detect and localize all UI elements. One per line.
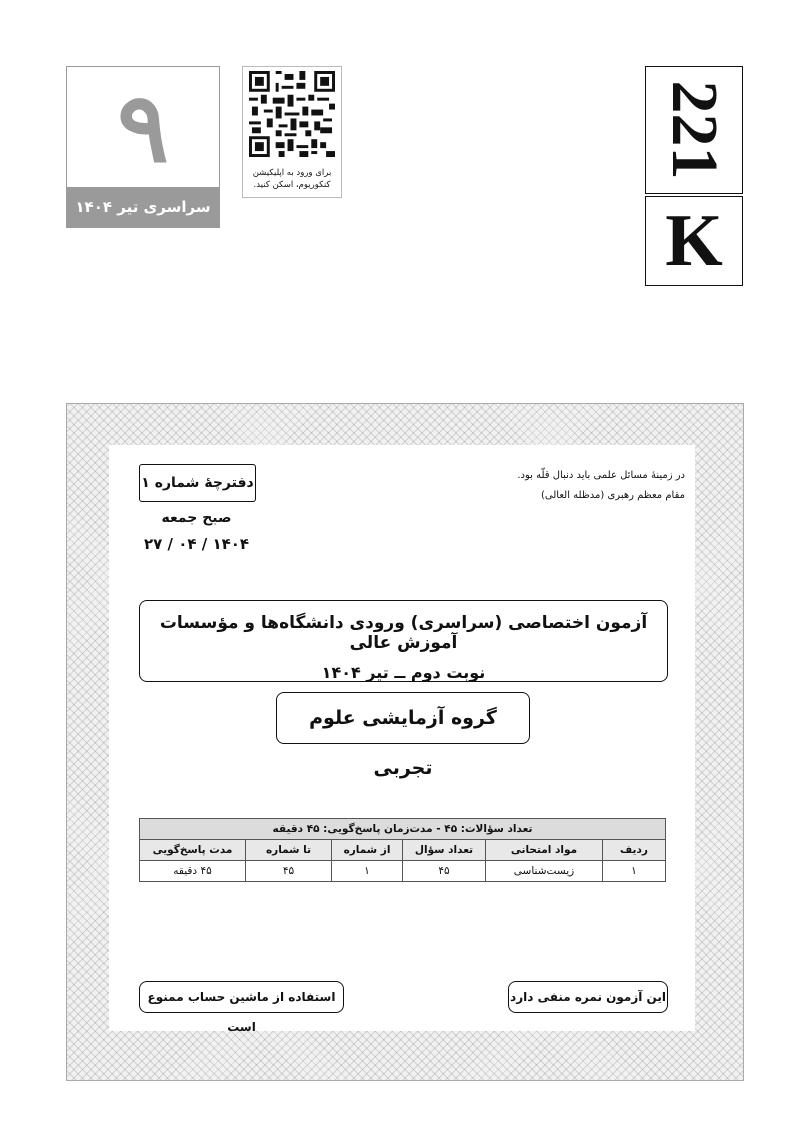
- table-cell: ۱: [603, 861, 666, 882]
- quote-attribution: مقام معظم رهبری (مدظله العالی): [541, 490, 685, 501]
- table-header: مواد امتحانی: [486, 840, 603, 861]
- table-cell: ۴۵ دقیقه: [140, 861, 246, 882]
- table-header: مدت پاسخ‌گویی: [140, 840, 246, 861]
- exam-title: آزمون اختصاصی (سراسری) ورودی دانشگاه‌ها و مؤسسات آموزش عالی: [159, 613, 648, 653]
- qr-caption-line: برای ورود به اپلیکیشن: [252, 168, 332, 178]
- exam-title-box: [139, 600, 668, 682]
- booklet-number: ۹: [117, 71, 169, 184]
- table-cell: زیست‌شناسی: [486, 861, 603, 882]
- exam-label: سراسری تیر ۱۴۰۴: [67, 187, 219, 227]
- table-header: تا شماره: [246, 840, 332, 861]
- exam-code-box: [645, 66, 743, 194]
- table-cell: ۴۵: [403, 861, 486, 882]
- table-header: ردیف: [603, 840, 666, 861]
- leader-quote: [517, 466, 685, 506]
- booklet-number-box: [66, 66, 220, 228]
- table-cell: ۴۵: [246, 861, 332, 882]
- qr-caption-line: کنکوریوم، اسکن کنید.: [253, 180, 331, 190]
- negative-marking-note: این آزمون نمره منفی دارد: [508, 981, 668, 1013]
- qr-caption: [245, 167, 339, 191]
- table-row: [140, 861, 666, 882]
- qr-code-icon: [249, 71, 335, 157]
- exam-round: نوبت دوم ــ تیر ۱۴۰۴: [321, 663, 486, 682]
- calculator-note: استفاده از ماشین حساب ممنوع است: [139, 981, 344, 1013]
- table-caption: تعداد سؤالات: ۴۵ - مدت‌زمان پاسخ‌گویی: ۴۵ دقیقه: [140, 819, 666, 840]
- exam-session: صبح جمعه: [161, 510, 232, 526]
- exam-group: گروه آزمایشی علوم تجربی: [276, 692, 530, 744]
- exam-letter: K: [645, 196, 743, 286]
- table-header: تعداد سؤال: [403, 840, 486, 861]
- booklet-label: دفترچهٔ شماره ۱: [139, 464, 256, 502]
- subjects-table: [139, 818, 666, 882]
- exam-date: ۱۴۰۴ / ۰۴ / ۲۷: [143, 535, 250, 553]
- table-header: از شماره: [332, 840, 403, 861]
- quote-text: در زمینهٔ مسائل علمی باید دنبال قلّه بود.: [517, 470, 685, 481]
- exam-code: 221: [658, 80, 731, 180]
- qr-code-panel: [242, 66, 342, 198]
- table-cell: ۱: [332, 861, 403, 882]
